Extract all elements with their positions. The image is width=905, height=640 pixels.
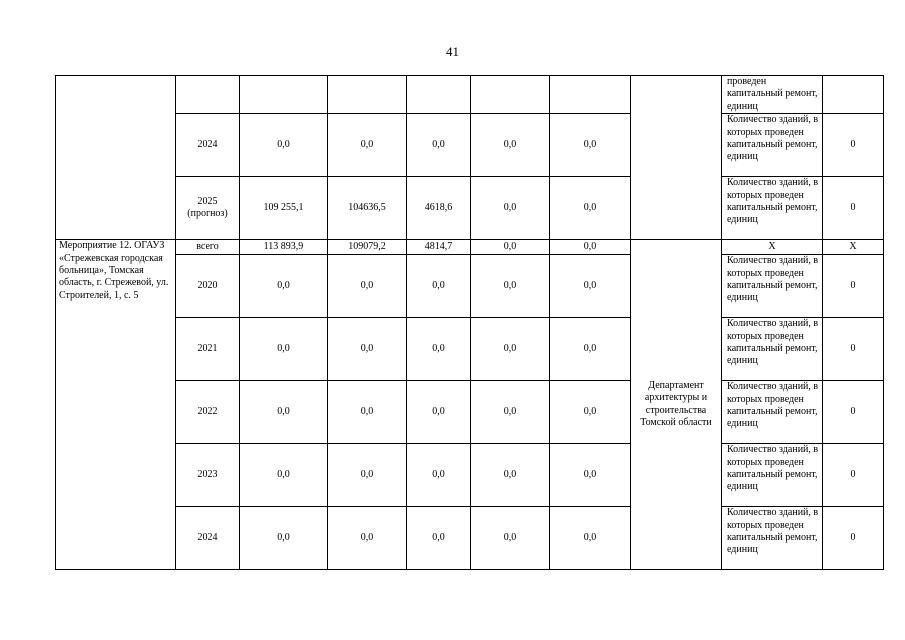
value-cell: 4814,7 [407, 240, 471, 255]
value-cell: 0,0 [240, 255, 328, 318]
indicator-cell: Количество зданий, в которых проведен капитальный ремонт, единиц [722, 255, 823, 318]
value-cell: 0,0 [240, 381, 328, 444]
year-cell: 2024 [176, 507, 240, 570]
value-cell: 4618,6 [407, 177, 471, 240]
value-cell: 0,0 [471, 381, 550, 444]
target-cell: 0 [823, 318, 884, 381]
year-cell: 2021 [176, 318, 240, 381]
table-row-total [56, 240, 884, 255]
value-cell: 0,0 [407, 444, 471, 507]
target-cell: X [823, 240, 884, 255]
value-cell: 0,0 [471, 318, 550, 381]
value-cell: 0,0 [328, 318, 407, 381]
value-cell [407, 76, 471, 114]
value-cell [328, 76, 407, 114]
page-number: 41 [446, 44, 459, 59]
year-cell: 2023 [176, 444, 240, 507]
value-cell [471, 76, 550, 114]
table-row [56, 444, 884, 507]
value-cell: 104636,5 [328, 177, 407, 240]
value-cell: 0,0 [471, 114, 550, 177]
year-cell: 2020 [176, 255, 240, 318]
value-cell: 0,0 [471, 444, 550, 507]
table-row [56, 114, 884, 177]
value-cell: 0,0 [550, 177, 631, 240]
target-cell: 0 [823, 255, 884, 318]
table-row [56, 76, 884, 114]
indicator-cell: Количество зданий, в которых проведен капитальный ремонт, единиц [722, 318, 823, 381]
table-row [56, 177, 884, 240]
year-cell: 2025 (прогноз) [176, 177, 240, 240]
value-cell: 0,0 [550, 381, 631, 444]
value-cell: 0,0 [550, 114, 631, 177]
value-cell: 0,0 [471, 255, 550, 318]
indicator-cell: Количество зданий, в которых проведен капитальный ремонт, единиц [722, 381, 823, 444]
value-cell: 0,0 [407, 255, 471, 318]
value-cell: 0,0 [550, 507, 631, 570]
indicator-cell: Количество зданий, в которых проведен капитальный ремонт, единиц [722, 114, 823, 177]
value-cell: 0,0 [240, 507, 328, 570]
indicator-cell: Количество зданий, в которых проведен капитальный ремонт, единиц [722, 444, 823, 507]
target-cell: 0 [823, 444, 884, 507]
value-cell: 0,0 [328, 255, 407, 318]
table-row [56, 318, 884, 381]
value-cell: 0,0 [240, 318, 328, 381]
table-row [56, 255, 884, 318]
table-row [56, 507, 884, 570]
value-cell [240, 76, 328, 114]
value-cell: 109 255,1 [240, 177, 328, 240]
executor-cell-empty [631, 76, 722, 240]
year-cell [176, 76, 240, 114]
year-cell: 2024 [176, 114, 240, 177]
target-cell: 0 [823, 177, 884, 240]
value-cell: 0,0 [240, 444, 328, 507]
value-cell: 0,0 [328, 444, 407, 507]
value-cell: 0,0 [328, 381, 407, 444]
indicator-cell: Количество зданий, в которых проведен капитальный ремонт, единиц [722, 507, 823, 570]
value-cell: 0,0 [240, 114, 328, 177]
value-cell: 113 893,9 [240, 240, 328, 255]
event-cell-empty [56, 76, 176, 240]
value-cell: 0,0 [471, 177, 550, 240]
event-title-cell: Мероприятие 12. ОГАУЗ «Стрежевская городская больница», Томская область, г. Стрежевой, ул. Строителей, 1, с. 5 [56, 240, 176, 570]
value-cell: 0,0 [550, 255, 631, 318]
target-cell: 0 [823, 507, 884, 570]
target-cell: 0 [823, 114, 884, 177]
value-cell: 0,0 [328, 507, 407, 570]
value-cell [550, 76, 631, 114]
indicator-cell: X [722, 240, 823, 255]
value-cell: 0,0 [407, 507, 471, 570]
value-cell: 0,0 [471, 240, 550, 255]
year-cell: 2022 [176, 381, 240, 444]
value-cell: 0,0 [407, 318, 471, 381]
value-cell: 0,0 [550, 240, 631, 255]
budget-table [55, 75, 884, 570]
target-cell [823, 76, 884, 114]
executor-cell: Департамент архитектуры и строительства Томской области [631, 240, 722, 570]
value-cell: 0,0 [407, 381, 471, 444]
value-cell: 0,0 [407, 114, 471, 177]
table-row [56, 381, 884, 444]
year-cell: всего [176, 240, 240, 255]
value-cell: 0,0 [471, 507, 550, 570]
value-cell: 109079,2 [328, 240, 407, 255]
indicator-cell: проведен капитальный ремонт, единиц [722, 76, 823, 114]
target-cell: 0 [823, 381, 884, 444]
value-cell: 0,0 [328, 114, 407, 177]
value-cell: 0,0 [550, 318, 631, 381]
indicator-cell: Количество зданий, в которых проведен капитальный ремонт, единиц [722, 177, 823, 240]
value-cell: 0,0 [550, 444, 631, 507]
